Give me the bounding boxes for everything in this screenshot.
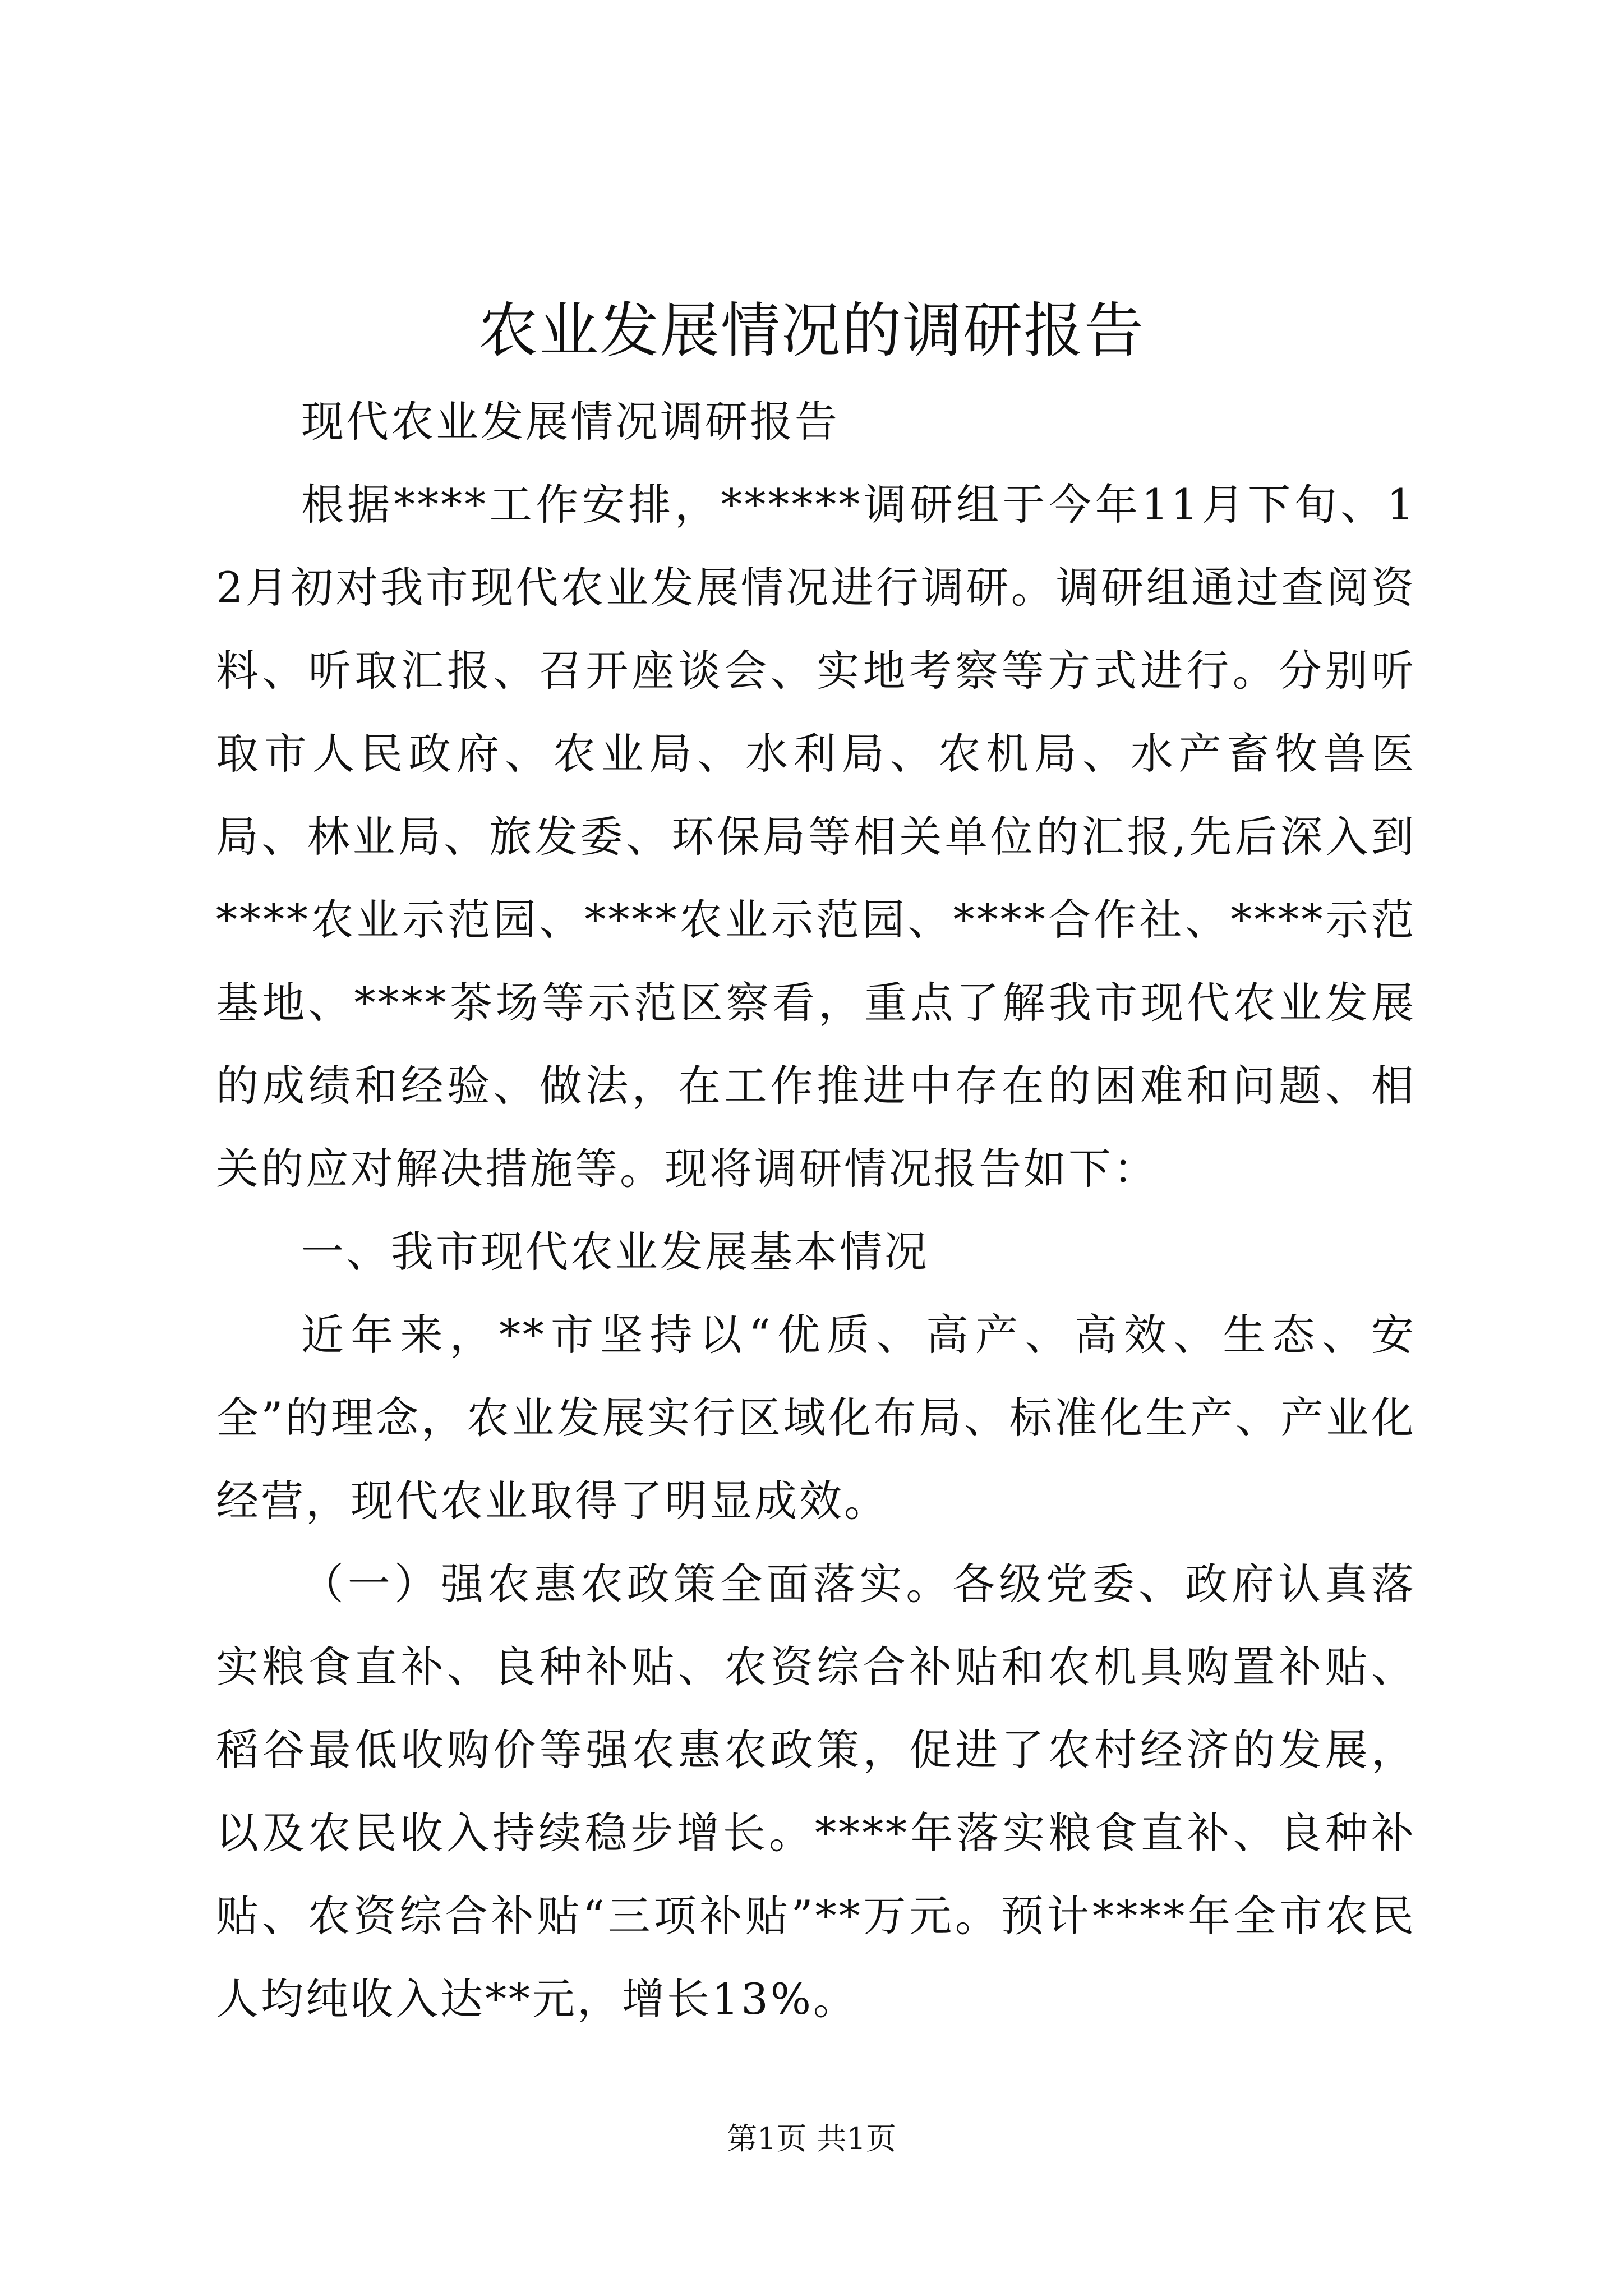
- section-heading-1: 一、我市现代农业发展基本情况: [301, 1227, 929, 1277]
- intro-paragraph: 根据****工作安排，******调研组于今年11月下旬、12月初对我市现代农业发展情况进行调研。调研组通过查阅资料、听取汇报、召开座谈会、实地考察等方式进行。分别听取市人民政府、农业局、水利局、农机局、水产畜牧兽医局、林业局、旅发委、环保局等相关单位的汇报,先后深入到****农业示范园、****农业示范园、****合作社、****示范基地、****茶场等示范区察看，重点了解我市现代农业发展的成绩和经验、做法，在工作推进中存在的困难和问题、相关的应对解决措施等。现将调研情况报告如下：: [216, 480, 1416, 1194]
- report-subtitle: 现代农业发展情况调研报告: [301, 397, 840, 447]
- subsection-1-paragraph: （一）强农惠农政策全面落实。各级党委、政府认真落实粮食直补、良种补贴、农资综合补贴和农机具购置补贴、稻谷最低收购价等强农惠农政策，促进了农村经济的发展，以及农民收入持续稳步增长。****年落实粮食直补、良种补贴、农资综合补贴“三项补贴”**万元。预计****年全市农民人均纯收入达**元，增长13%。: [216, 1559, 1416, 2024]
- document-body: [216, 380, 1416, 2041]
- section-1-paragraph: 近年来，**市坚持以“优质、高产、高效、生态、安全”的理念，农业发展实行区域化布局、标准化生产、产业化经营，现代农业取得了明显成效。: [216, 1310, 1416, 1526]
- page-footer: 第1页 共1页: [727, 2121, 896, 2156]
- document-title: 农业发展情况的调研报告: [478, 296, 1145, 365]
